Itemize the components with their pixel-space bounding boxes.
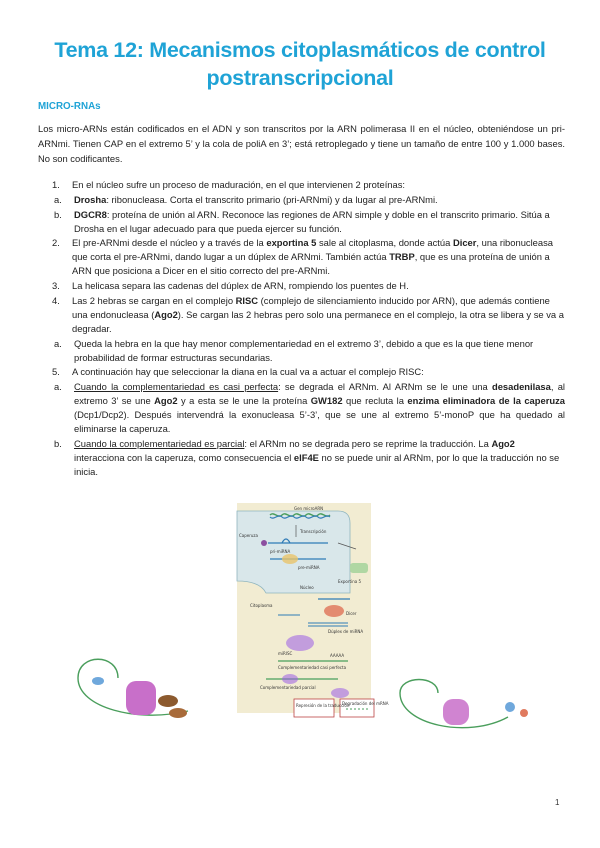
- mirisc-complex: [286, 635, 314, 651]
- term-drosha: Drosha: [74, 194, 107, 205]
- list-item-2: [38, 236, 565, 278]
- subitem-text: Queda la hebra en la que hay menor complementariedad en el extremo 3’, debido a que es la que tiene menor probabilidad de formar estructuras secundarias.: [74, 338, 534, 363]
- numbered-list: [38, 178, 565, 479]
- label-represion: Represión de la traducción: [296, 703, 350, 708]
- term-ago2: Ago2: [154, 309, 178, 320]
- subitem-letter: b.: [54, 209, 62, 220]
- label-parcial: Complementariedad parcial: [260, 685, 316, 690]
- text-run: y a esta se le une la proteína: [177, 395, 311, 406]
- text-run: (complejo de silenciamiento inducido por ARN), que además contiene una endonucleasa (: [72, 295, 550, 320]
- label-mirisc: miRISC: [278, 651, 293, 656]
- term-ago2: Ago2: [154, 395, 178, 406]
- label-caperuza: Caperuza: [239, 533, 258, 538]
- underlined-phrase: Cuando la complementariedad es parcial: [74, 438, 245, 449]
- label-dicer: Dicer: [346, 611, 357, 616]
- subitem-letter: a.: [54, 194, 62, 205]
- list-subitem-4a: [38, 337, 565, 365]
- label-degradacion: Degradación del mRNA: [342, 701, 389, 706]
- label-perfecta: Complementariedad casi perfecta: [278, 665, 347, 670]
- subitem-letter: a.: [54, 381, 62, 392]
- protein-left: [158, 695, 178, 707]
- ribosome-right: [443, 699, 469, 725]
- subitem-letter: a.: [54, 338, 62, 349]
- label-aaa: AAAAA: [330, 653, 345, 658]
- list-subitem-5b: [38, 437, 565, 479]
- text-run: (Dcp1/Dcp2). Después intervendrá la exonucleasa 5’-3’, que se une al extremo 5’-monoP que ha quedado al eliminarse la caperuza.: [74, 409, 565, 434]
- item-number: 4.: [52, 295, 60, 306]
- item-text: La helicasa separa las cadenas del dúplex de ARN, rompiendo los puentes de H.: [72, 280, 409, 291]
- ribosome-left: [126, 681, 156, 715]
- term-dgcr8: DGCR8: [74, 209, 107, 220]
- label-pri: pri-miRNA: [270, 549, 291, 554]
- item-number: 5.: [52, 366, 60, 377]
- text-run: El pre-ARNmi desde el núcleo y a través de la: [72, 237, 267, 248]
- term-exportina: exportina 5: [266, 237, 317, 248]
- label-nucleo: Núcleo: [300, 585, 314, 590]
- text-run: interacciona con la caperuza, como consecuencia el: [74, 452, 294, 463]
- text-run: , al extremo 3’ se une: [74, 381, 565, 406]
- label-exportina: Exportina 5: [338, 579, 362, 584]
- label-gen: Gen microARN: [294, 506, 324, 511]
- subitem-text: : proteína de unión al ARN. Reconoce las regiones de ARN simple y doble en el transcrito primario. Sitúa a Drosha en el lugar adecuado para que pueda ejercer su función.: [74, 209, 550, 234]
- text-run: , que es una proteína de unión a ARN que posiciona a Dicer en el sitio correcto del pre-ARNmi.: [72, 251, 550, 276]
- page-title: Tema 12: Mecanismos citoplasmáticos de control postranscripcional: [54, 38, 546, 90]
- label-duplex: Dúplex de miRNA: [328, 629, 364, 634]
- term-risc: RISC: [235, 295, 259, 306]
- mrna-loop-left: [78, 659, 118, 678]
- term-gw182: GW182: [310, 395, 343, 406]
- item-number: 1.: [52, 179, 60, 190]
- intro-paragraph: Los micro-ARNs están codificados en el ADN y son transcritos por la ARN polimerasa II en el núcleo, obteniéndose un pri-ARNmi. Tienen CAP en el extremo 5’ y la cola de poliA en 3’; está retroplegado y tiene un tamaño de entre 100 y 1.000 bases. No son codificantes.: [38, 123, 565, 164]
- term-ago2: Ago2: [491, 438, 515, 449]
- protein-left-2: [169, 708, 187, 718]
- text-run: sale al citoplasma, donde actúa: [316, 237, 453, 248]
- mirisc-bound: [282, 674, 298, 684]
- text-run: Las 2 hebras se cargan en el complejo: [72, 295, 236, 306]
- term-enzima: enzima eliminadora de la caperuza: [407, 395, 565, 406]
- list-item-1: [38, 178, 565, 192]
- list-item-5: [38, 365, 565, 379]
- text-run: , una ribonucleasa que corta el pre-ARNmi, dando lugar a un dúplex de ARNmi. También actúa: [72, 237, 554, 262]
- list-subitem-1b: [38, 208, 565, 236]
- list-subitem-1a: [38, 193, 565, 207]
- page-number: 1: [555, 798, 560, 807]
- term-dicer: Dicer: [452, 237, 477, 248]
- list-subitem-5a: [38, 380, 565, 436]
- subitem-text: : ribonucleasa. Corta el transcrito primario (pri-ARNmi) y da lugar al pre-ARNmi.: [106, 194, 438, 205]
- item-text: A continuación hay que seleccionar la diana en la cual va a actuar el complejo RISC:: [72, 366, 424, 377]
- cap: [261, 540, 267, 546]
- label-pre: pre-miRNA: [298, 565, 320, 570]
- factor-right: [505, 702, 515, 712]
- mirna-pathway-figure: [38, 503, 565, 743]
- text-run: : el ARNm no se degrada pero se reprime la traducción. La: [244, 438, 492, 449]
- term-trbp: TRBP: [389, 251, 415, 262]
- item-number: 3.: [52, 280, 60, 291]
- term-elf4e: elF4E: [293, 452, 319, 463]
- text-run: : se degrada el ARNm. Al ARNm se le une una: [278, 381, 492, 392]
- subitem-letter: b.: [54, 438, 62, 449]
- factor-right-2: [520, 709, 528, 717]
- mirisc-bound-2: [331, 688, 349, 698]
- label-transcripcion: Transcripción: [300, 529, 327, 534]
- mrna-loop-right: [400, 680, 438, 694]
- item-number: 2.: [52, 237, 60, 248]
- term-desadenilasa: desadenilasa: [491, 381, 551, 392]
- underlined-phrase: Cuando la complementariedad es casi perfecta: [74, 381, 279, 392]
- factor-left: [92, 677, 104, 685]
- text-run: ). Se cargan las 2 hebras pero solo una permanece en el complejo, la otra se libera y se va a degradar.: [72, 309, 564, 334]
- text-run: que recluta la: [342, 395, 408, 406]
- list-item-4: [38, 294, 565, 336]
- nucleus-shape: [237, 511, 350, 593]
- text-run: no se puede unir al ARNm, por lo que la traducción no se inicia.: [74, 452, 560, 477]
- label-citoplasma: Citoplasma: [250, 603, 273, 608]
- list-item-3: [38, 279, 565, 293]
- exportin-5: [350, 563, 368, 573]
- section-heading: MICRO-RNAs: [38, 101, 101, 112]
- item-text: En el núcleo sufre un proceso de maduración, en el que intervienen 2 proteínas:: [72, 179, 406, 190]
- dicer-shape: [324, 605, 344, 617]
- repression-box: [294, 699, 334, 717]
- drosha-complex: [282, 554, 298, 564]
